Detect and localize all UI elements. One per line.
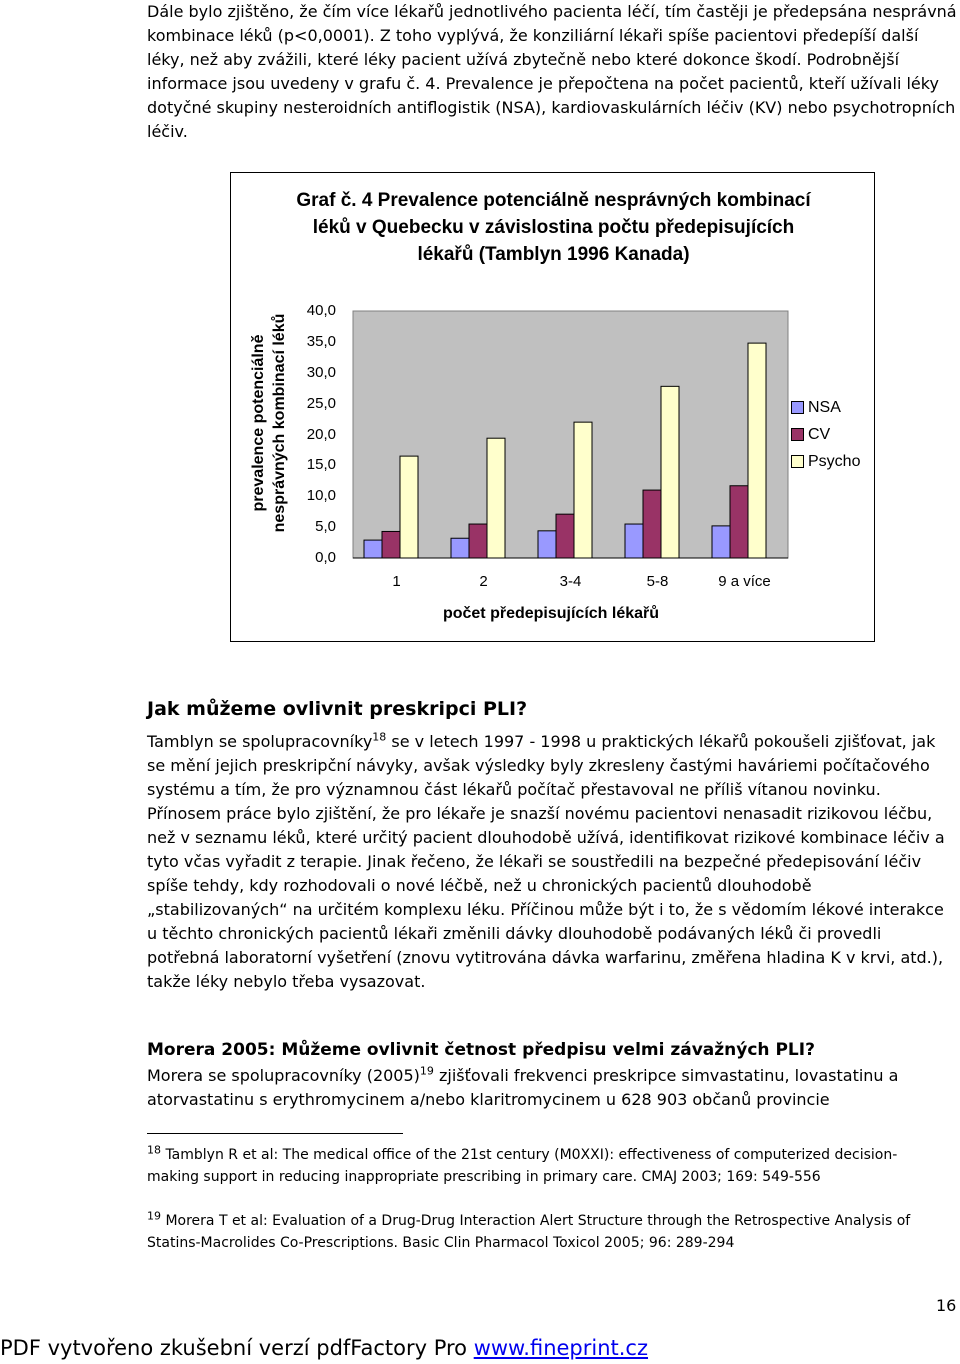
bar-cv-5 (730, 486, 748, 558)
legend-swatch (791, 428, 804, 441)
bar-nsa-1 (364, 540, 382, 558)
bar-psycho-4 (661, 386, 679, 558)
x-tick-label: 1 (392, 573, 401, 590)
footnote-number: 18 (147, 1143, 161, 1157)
footnote-18 (147, 1144, 947, 1188)
section-1-text-rest: se v letech 1997 - 1998 u praktických lékařů pokoušeli zjišťovat, jak se mění jejich preskripční návyky, avšak výsledky byly zkresleny častými haváriemi počítačového systému a tím, že pro významnou část lékařů počítač přestavoval ne příliš vítanou novinku. Přínosem práce bylo zjištění, že pro lékaře je snazší novému pacientovi nenasadit rizikovou léčbu, než v seznamu léků, které určitý pacient dlouhodobě užívá, identifikovat rizikové kombinace léčiv a tyto včas vyřadit z terapie. Jinak řečeno, že lékaři se soustředili na bezpečné předepisování léčiv spíše tehdy, kdy rozhodovali o nové léčbě, než u chronických pacientů dlouhodobě „stabilizovaných“ na určitém komplexu léku. Příčinou může být i to, že s vědomím lékové interakce u těchto chronických pacientů lékaři změnili dávky dlouhodobě podávaných léků či provedli potřebná laboratorní vyšetření (znovu vytitrována dávka warfarinu, změřena hladina K v krvi, atd.), takže léky nebylo třeba vysazovat. (147, 732, 945, 991)
y-tick-label: 5,0 (315, 518, 336, 536)
intro-paragraph: Dále bylo zjištěno, že čím více lékařů jednotlivého pacienta léčí, tím častěji je předepsána nesprávná kombinace léků (p<0,0001). Z toho vyplývá, že konziliární lékaři spíše pacientovi předepíší další léky, než aby zvážili, které léky pacient užívá zbytečně nebo které dokonce škodí. Podrobnější informace jsou uvedeny v grafu č. 4. Prevalence je přepočtena na počet pacientů, kteří užívali léky dotyčné skupiny nesteroidních antiflogistik (NSA), kardiovaskulárních léčiv (KV) nebo psychotropních léčiv. (147, 2, 957, 141)
legend-label: CV (808, 426, 831, 443)
footnote-divider (147, 1133, 403, 1134)
pdf-footer (0, 1336, 648, 1360)
legend-swatch (791, 455, 804, 468)
pdf-footer-text: PDF vytvořeno zkušební verzí pdfFactory Pro (0, 1336, 474, 1360)
legend-item-psycho (791, 452, 860, 472)
section-1-paragraph (147, 730, 957, 994)
y-tick-label: 0,0 (315, 549, 336, 566)
section-2-text-start: Morera se spolupracovníky (2005) (147, 1066, 420, 1085)
y-tick-label: 35,0 (306, 332, 336, 350)
page-number: 16 (936, 1296, 957, 1315)
y-tick-label: 20,0 (306, 425, 336, 443)
section-2-text-rest: zjišťovali frekvenci preskripce simvastatinu, lovastatinu a atorvastatinu s erythromycinem a/nebo klaritromycinem u 628 903 občanů provincie (147, 1066, 899, 1109)
chart-x-axis-label: počet předepisujících lékařů (442, 605, 660, 622)
bar-psycho-3 (574, 422, 592, 558)
bar-psycho-1 (400, 456, 418, 558)
chart-y-axis-label: prevalence potenciálně nesprávných kombinací léků (250, 313, 288, 533)
section-heading-1: Jak můžeme ovlivnit preskripci PLI? (147, 698, 528, 720)
y-tick-label: 25,0 (306, 394, 336, 412)
bar-cv-1 (382, 531, 400, 558)
x-tick-label: 3-4 (559, 573, 582, 590)
reference-19: 19 (419, 1064, 434, 1078)
fineprint-link[interactable]: www.fineprint.cz (473, 1336, 649, 1360)
y-tick-label: 10,0 (306, 487, 336, 505)
footnote-number: 19 (147, 1209, 161, 1223)
legend-label: NSA (808, 399, 841, 416)
legend-swatch (791, 401, 804, 414)
legend-label: Psycho (808, 453, 861, 470)
y-tick-label: 30,0 (306, 363, 336, 381)
footnote-text: Morera T et al: Evaluation of a Drug-Drug Interaction Alert Structure through the Retrospective Analysis of Statins-Macrolides Co-Prescriptions. Basic Clin Pharmacol Toxicol 2005; 96: 289-294 (147, 1213, 911, 1251)
bar-cv-3 (556, 514, 574, 558)
bar-cv-4 (643, 490, 661, 558)
x-tick-label: 9 a více (718, 573, 771, 590)
y-tick-label: 40,0 (306, 302, 336, 319)
bar-nsa-3 (538, 531, 556, 558)
reference-18: 18 (372, 730, 387, 744)
bar-psycho-5 (748, 343, 766, 558)
bar-nsa-5 (712, 526, 730, 558)
section-1-text-start: Tamblyn se spolupracovníky (147, 732, 373, 751)
bar-nsa-4 (625, 524, 643, 558)
chart-title: Graf č. 4 Prevalence potenciálně nesprávných kombinací léků v Quebecku v závislostina počtu předepisujících lékařů (Tamblyn 1996 Kanada) (296, 190, 811, 265)
bar-nsa-2 (451, 538, 469, 558)
section-2-paragraph (147, 1064, 957, 1112)
section-heading-2: Morera 2005: Můžeme ovlivnit četnost předpisu velmi závažných PLI? (147, 1040, 815, 1060)
chart-figure (230, 172, 875, 642)
legend-item-cv (791, 425, 830, 445)
y-tick-label: 15,0 (306, 456, 336, 474)
x-tick-label: 2 (479, 573, 488, 590)
bar-psycho-2 (487, 438, 505, 558)
legend-item-nsa (791, 398, 841, 418)
x-tick-label: 5-8 (646, 573, 669, 590)
footnote-19 (147, 1210, 947, 1254)
footnote-text: Tamblyn R et al: The medical office of the 21st century (M0XXI): effectiveness of computerized decision-making support in reducing inappropriate prescribing in primary care. CMAJ 2003; 169: 549-556 (147, 1147, 898, 1185)
bar-cv-2 (469, 524, 487, 558)
